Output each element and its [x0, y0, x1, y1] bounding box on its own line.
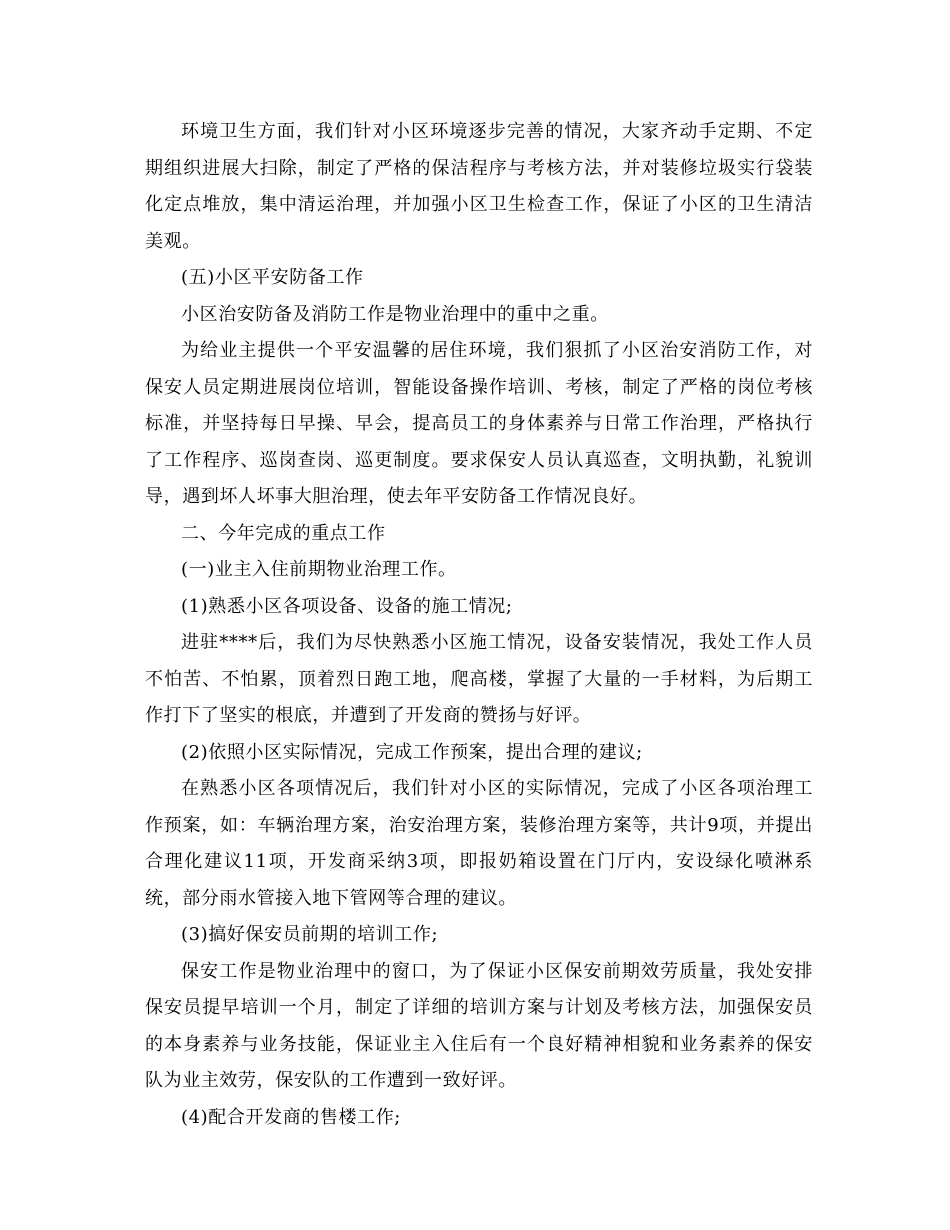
document-body [145, 114, 813, 1136]
heading-key-work: 二、今年完成的重点工作 [181, 522, 386, 544]
heading-pre-occupancy: (一)业主入住前期物业治理工作。 [181, 559, 457, 580]
heading-security-prevention: (五)小区平安防备工作 [181, 267, 364, 288]
paragraph-sanitation: 环境卫生方面，我们针对小区环境逐步完善的情况，大家齐动手定期、不定期组织进展大扫除，制定了严格的保洁程序与考核方法，并对装修垃圾实行袋装化定点堆放，集中清运治理，并加强小区卫生检查工作，保证了小区的卫生清洁美观。 [145, 121, 813, 252]
item-heading-1: (1)熟悉小区各项设备、设备的施工情况; [181, 595, 513, 617]
paragraph-security-priority: 小区治安防备及消防工作是物业治理中的重中之重。 [181, 303, 609, 325]
item-heading-3: (3)搞好保安员前期的培训工作; [181, 924, 439, 945]
item-heading-2: (2)依照小区实际情况，完成工作预案，提出合理的建议; [181, 741, 643, 763]
paragraph-item-1: 进驻****后，我们为尽快熟悉小区施工情况，设备安装情况，我处工作人员不怕苦、不怕累，顶着烈日跑工地，爬高楼，掌握了大量的一手材料，为后期工作打下了坚实的根底，并遭到了开发商的赞扬与好评。 [145, 632, 813, 726]
item-heading-4: (4)配合开发商的售楼工作; [181, 1106, 401, 1128]
paragraph-item-3: 保安工作是物业治理中的窗口，为了保证小区保安前期效劳质量，我处安排保安员提早培训一个月，制定了详细的培训方案与计划及考核方法，加强保安员的本身素养与业务技能，保证业主入住后有一个良好精神相貌和业务素养的保安队为业主效劳，保安队的工作遭到一致好评。 [145, 960, 813, 1091]
paragraph-security-details: 为给业主提供一个平安温馨的居住环境，我们狠抓了小区治安消防工作，对保安人员定期进展岗位培训，智能设备操作培训、考核，制定了严格的岗位考核标准，并坚持每日早操、早会，提高员工的身体素养与日常工作治理，严格执行了工作程序、巡岗查岗、巡更制度。要求保安人员认真巡查，文明执勤，礼貌训导，遇到坏人坏事大胆治理，使去年平安防备工作情况良好。 [145, 340, 813, 507]
paragraph-item-2: 在熟悉小区各项情况后，我们针对小区的实际情况，完成了小区各项治理工作预案，如：车辆治理方案，治安治理方案，装修治理方案等，共计9项，并提出合理化建议11项，开发商采纳3项，即报奶箱设置在门厅内，安设绿化喷淋系统，部分雨水管接入地下管网等合理的建议。 [145, 778, 813, 909]
